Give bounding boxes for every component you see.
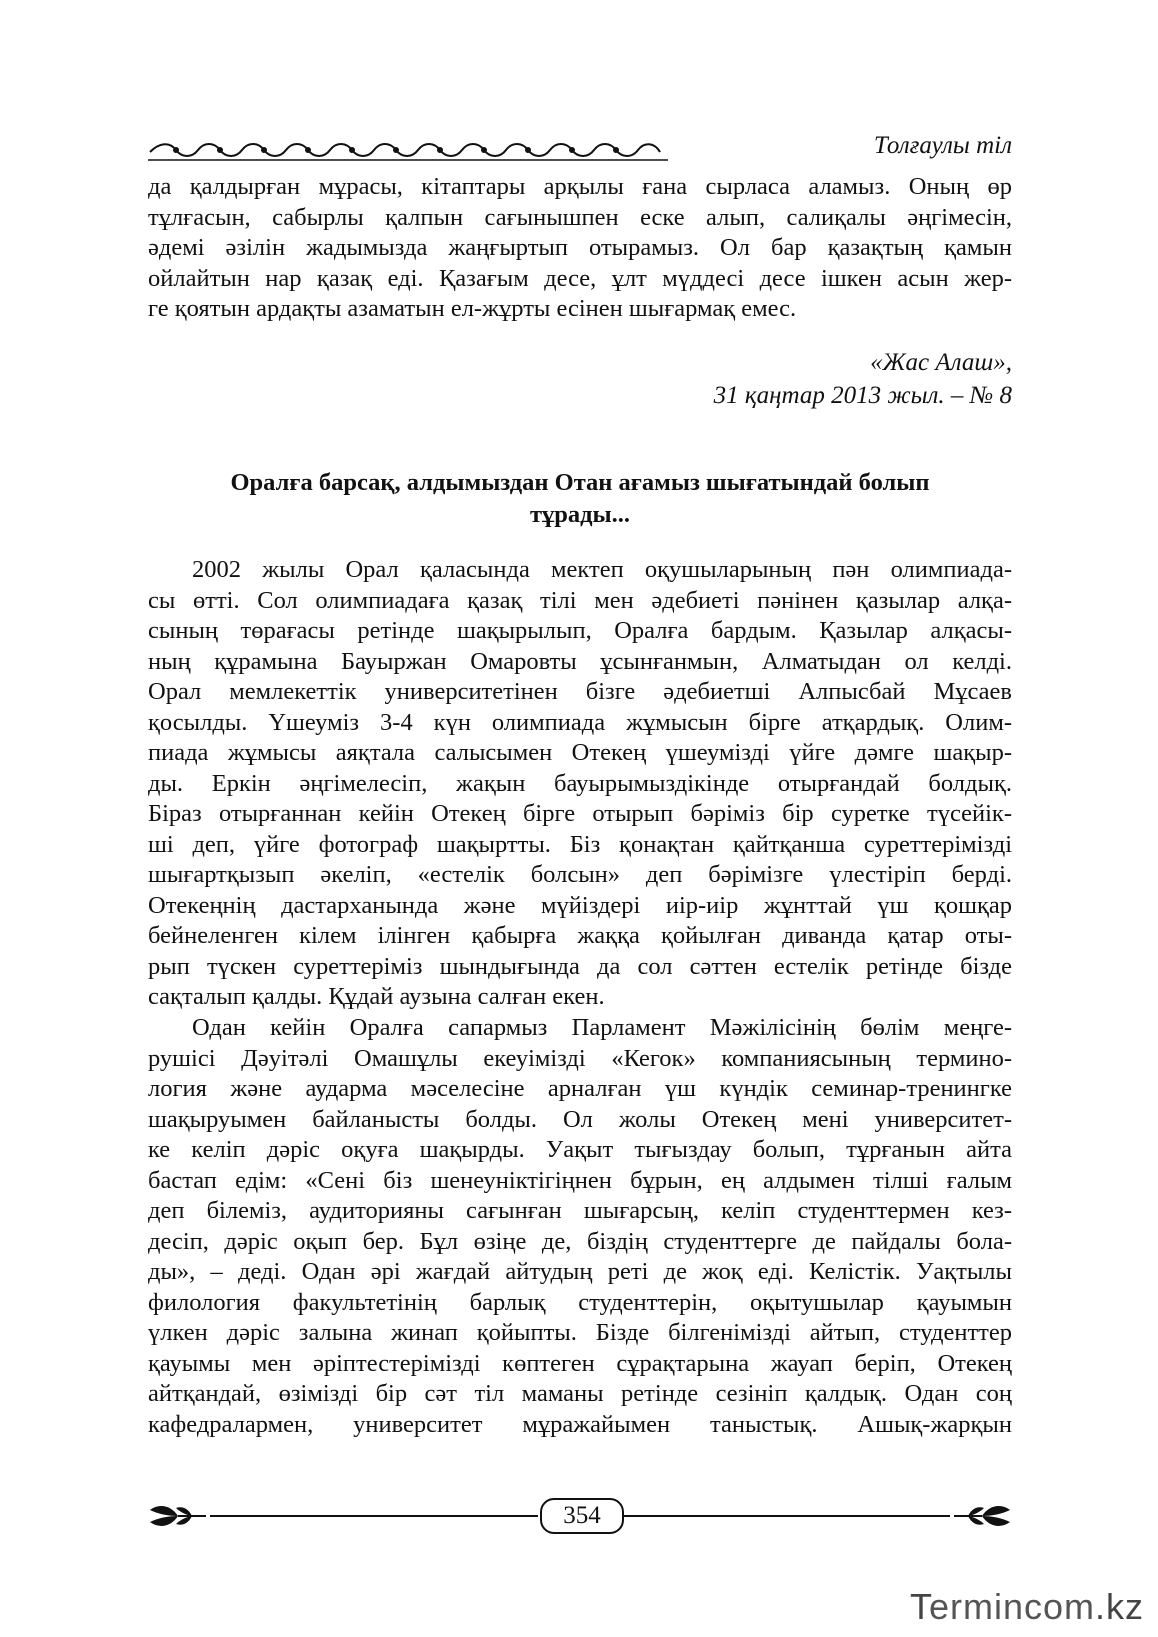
page-header <box>148 128 1012 172</box>
text-line: рып түскен суреттеріміз шындығында да сол сәттен естелік ретінде бізде <box>148 952 1012 980</box>
text-line: да қалдырған мұрасы, кітаптары арқылы ғана сырласа аламыз. Оның өр <box>148 173 1012 200</box>
citation-source: «Жас Алаш», <box>870 349 1012 376</box>
text-line: шығартқызып әкеліп, «естелік болсын» деп бәрімізге үлестіріп берді. <box>148 861 1012 888</box>
heading-line: Оралға барсақ, алдымыздан Отан ағамыз шығатындай болып <box>230 469 930 496</box>
site-watermark <box>910 1586 1144 1628</box>
text-line: ке келіп дәріс оқуға шақырды. Уақыт тығыздау болып, тұрғанын айта <box>148 1136 1012 1163</box>
text-line: ші деп, үйге фотограф шақыртты. Біз қонақтан қайтқанша суреттерімізді <box>148 830 1012 858</box>
text-line: ды», – деді. Одан әрі жағдай айтудың реті де жоқ еді. Келістік. Уақтылы <box>148 1258 1012 1285</box>
text-line: ның құрамына Бауыржан Омаровты ұсынғанмын, Алматыдан ол келді. <box>148 647 1012 675</box>
page-number: 354 <box>540 1498 624 1534</box>
text-line: рушісі Дәуітәлі Омашұлы екеуімізді «Кегок» компаниясының термино- <box>148 1044 1012 1072</box>
text-line: сының төрағасы ретінде шақырылып, Оралға бардым. Қазылар алқасы- <box>148 617 1012 644</box>
footer-rule <box>210 1515 538 1517</box>
decorative-ornament-icon <box>148 138 668 162</box>
text-line: қауымы мен әріптестерімізді көптеген сұрақтарына жауап беріп, Отекең <box>148 1349 1012 1377</box>
watermark-prefix: T <box>909 1586 929 1627</box>
paragraph-continuation <box>148 172 1012 325</box>
leaf-ornament-icon <box>952 1500 1012 1532</box>
text-line: кафедралармен, университет мұражайымен таныстық. Ашық-жарқын <box>148 1410 1012 1438</box>
text-line: Отекеңнің дастарханында және мүйіздері иір-иір жұнттай үш қошқар <box>148 891 1012 919</box>
page-footer <box>148 1496 1012 1536</box>
text-line: 2002 жылы Орал қаласында мектеп оқушыларының пән олимпиада- <box>192 556 1012 583</box>
article-heading <box>148 467 1012 531</box>
text-line: ды. Еркін әңгімелесіп, жақын бауырымыздікінде отырғандай болдық. <box>148 769 1012 797</box>
leaf-ornament-icon <box>148 1500 208 1532</box>
text-line: пиада жұмысы аяқтала салысымен Отекең үшеумізді үйге дәмге шақыр- <box>148 739 1012 766</box>
text-line: Одан кейін Оралға сапармыз Парламент Мәжілісінің бөлім меңге- <box>192 1014 1012 1041</box>
paragraph-1 <box>148 555 1012 1013</box>
text-line: қосылды. Үшеуміз 3-4 күн олимпиада жұмысын бірге атқардық. Олим- <box>148 708 1012 736</box>
watermark-middle: ermincom <box>928 1586 1095 1627</box>
text-line: Біраз отырғаннан кейін Отекең бірге отырып бәріміз бір суретке түсейік- <box>148 800 1012 827</box>
text-line: деп білеміз, аудиторияны сағынған шығарсың, келіп студенттермен кез- <box>148 1197 1012 1224</box>
text-line: шақыруымен байланысты болды. Ол жолы Отекең мені университет- <box>148 1105 1012 1133</box>
text-line: сақталып қалды. Құдай аузына салған екен. <box>148 983 605 1010</box>
text-line: логия және аударма мәселесіне арналған үш күндік семинар-тренингке <box>148 1075 1012 1102</box>
text-line: сы өтті. Сол олимпиадаға қазақ тілі мен әдебиеті пәнінен қазылар алқа- <box>148 586 1012 614</box>
text-line: әдемі әзілін жадымызда жаңғыртып отырамыз. Ол бар қазақтың қамын <box>148 234 1012 261</box>
text-line: ге қоятын ардақты азаматын ел-жұрты есінен шығармақ емес. <box>148 295 797 322</box>
footer-rule <box>624 1515 950 1517</box>
text-line: филология факультетінің барлық студенттерін, оқытушылар қауымын <box>148 1288 1012 1316</box>
watermark-suffix: .kz <box>1094 1586 1144 1627</box>
citation <box>714 346 1012 412</box>
citation-date: 31 қаңтар 2013 жыл. – № 8 <box>713 382 1012 409</box>
text-line: бастап едім: «Сені біз шенеуніктігіңнен бұрын, ең алдымен тілші ғалым <box>148 1166 1012 1194</box>
text-line: десіп, дәріс оқып бер. Бұл өзіңе де, біздің студенттерге де пайдалы бола- <box>148 1227 1012 1255</box>
paragraph-2 <box>148 1013 1012 1440</box>
text-line: бейнеленген кілем ілінген қабырға жаққа қойылған диванда қатар оты- <box>148 922 1012 949</box>
text-line: айтқандай, өзімізді бір сәт тіл маманы ретінде сезініп қалдық. Одан соң <box>148 1380 1012 1407</box>
text-line: үлкен дәріс залына жинап қойыпты. Бізде білгенімізді айтып, студенттер <box>148 1319 1012 1346</box>
text-line: тұлғасын, сабырлы қалпын сағынышпен еске алып, салиқалы әңгімесін, <box>148 203 1012 231</box>
text-line: Орал мемлекеттік университетінен бізге әдебиетші Алпысбай Мұсаев <box>148 678 1012 705</box>
heading-line: тұрады... <box>529 501 631 528</box>
text-line: ойлайтын нар қазақ еді. Қазағым десе, ұлт мүддесі десе ішкен асын жер- <box>148 264 1012 292</box>
running-title: Толғаулы тіл <box>873 132 1012 159</box>
